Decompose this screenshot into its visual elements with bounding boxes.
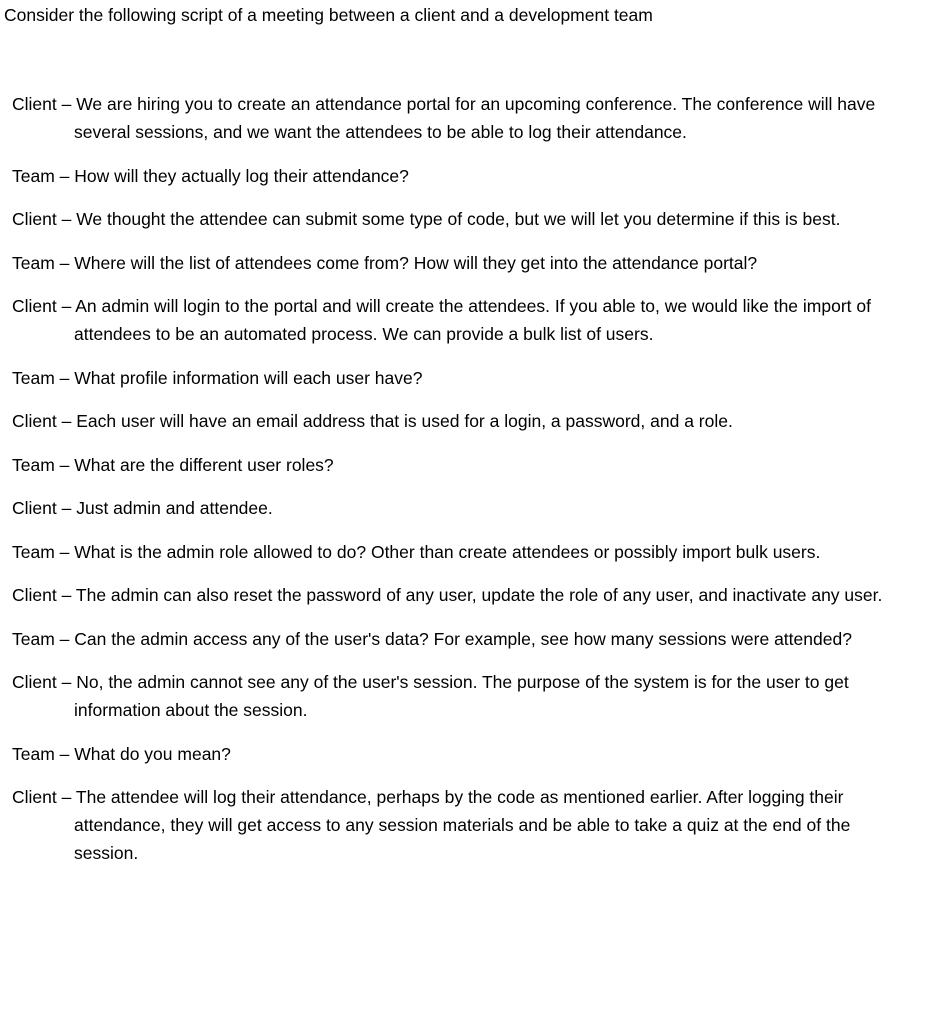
script-line (12, 783, 917, 867)
separator: – (56, 787, 76, 807)
dialogue-text: What are the different user roles? (74, 454, 334, 475)
speaker-label: Team (12, 628, 55, 649)
speaker-label: Client (12, 672, 57, 692)
script-line (12, 625, 917, 653)
speaker-label: Client (12, 94, 57, 114)
separator: – (56, 498, 77, 518)
dialogue-text: Each user will have an email address that is used for a login, a password, and a role. (76, 411, 733, 431)
script-line (12, 205, 917, 233)
script-line (12, 581, 917, 609)
intro-text: Consider the following script of a meeting between a client and a development team (4, 5, 653, 25)
speaker-label: Team (12, 252, 55, 273)
speaker-label: Client (12, 787, 57, 807)
separator: – (56, 94, 77, 114)
script-line (12, 292, 917, 348)
dialogue-text: How will they actually log their attendance? (74, 165, 409, 186)
speaker-label: Client (12, 411, 57, 431)
separator: – (54, 541, 75, 562)
script-line (12, 90, 917, 146)
script-line (12, 364, 917, 392)
dialogue-text: No, the admin cannot see any of the user's session. The purpose of the system is for the user to get information about the session. (74, 672, 849, 720)
script-line (12, 407, 917, 435)
separator: – (54, 628, 75, 649)
speaker-label: Team (12, 165, 55, 186)
speaker-label: Team (12, 367, 55, 388)
speaker-label: Team (12, 541, 55, 562)
dialogue-text: Just admin and attendee. (76, 498, 273, 518)
script-line (12, 162, 917, 190)
separator: – (54, 165, 75, 186)
script-line (12, 249, 917, 277)
speaker-label: Team (12, 454, 55, 475)
separator: – (54, 454, 75, 475)
dialogue-text: What is the admin role allowed to do? Other than create attendees or possibly import bulk users. (74, 541, 821, 562)
separator: – (54, 252, 75, 273)
dialogue-text: The admin can also reset the password of any user, update the role of any user, and inactivate any user. (75, 585, 883, 605)
separator: – (54, 743, 75, 764)
dialogue-text: Where will the list of attendees come from? How will they get into the attendance portal? (74, 252, 758, 273)
dialogue-text: We are hiring you to create an attendance portal for an upcoming conference. The conference will have several sessions, and we want the attendees to be able to log their attendance. (74, 94, 876, 142)
separator: – (56, 672, 77, 692)
speaker-label: Client (12, 209, 57, 229)
speaker-label: Client (12, 585, 57, 605)
meeting-script (12, 90, 917, 883)
speaker-label: Client (12, 296, 57, 316)
dialogue-text: Can the admin access any of the user's data? For example, see how many sessions were attended? (74, 628, 852, 649)
script-line (12, 451, 917, 479)
dialogue-text: What do you mean? (74, 743, 231, 764)
dialogue-text: The attendee will log their attendance, perhaps by the code as mentioned earlier. After logging their attendance, they will get access to any session materials and be able to take a quiz at the end of the session. (74, 787, 851, 863)
separator: – (56, 585, 76, 605)
separator: – (56, 296, 76, 316)
separator: – (56, 411, 77, 431)
dialogue-text: We thought the attendee can submit some type of code, but we will let you determine if this is best. (76, 209, 841, 229)
script-line (12, 538, 917, 566)
dialogue-text: What profile information will each user have? (74, 367, 423, 388)
speaker-label: Team (12, 743, 55, 764)
script-line (12, 668, 917, 724)
separator: – (54, 367, 75, 388)
dialogue-text: An admin will login to the portal and will create the attendees. If you able to, we would like the import of attendees to be an automated process. We can provide a bulk list of users. (74, 296, 871, 344)
script-line (12, 494, 917, 522)
speaker-label: Client (12, 498, 57, 518)
script-line (12, 740, 917, 768)
separator: – (56, 209, 77, 229)
